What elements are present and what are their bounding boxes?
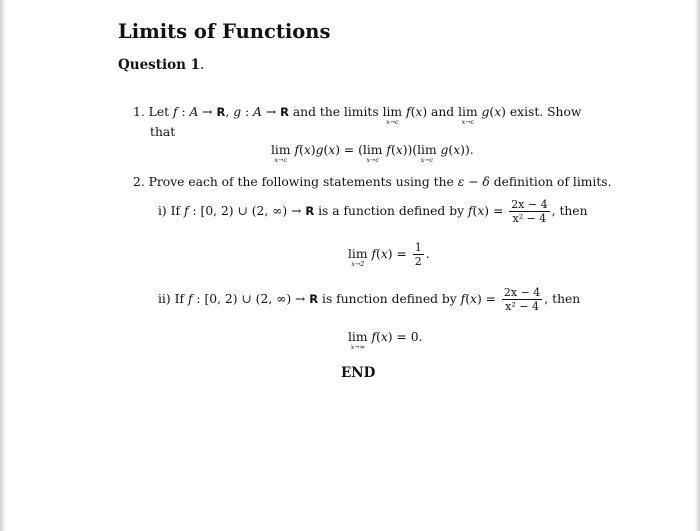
part-ii-line: ii) If f : [0, 2) ∪ (2, ∞) → R is function defined by f(x) = $\frac{2x - 4}{\text{x² − 4}}$ , then <box>158 286 581 313</box>
lim-g-inline: lim x→c <box>458 105 478 127</box>
part-i-limit: lim x→2 f(x) = $\frac{1}{2}$ . <box>348 241 430 269</box>
item-1-word-exist: exist. Show <box>509 105 582 119</box>
part-ii-phrase: is function defined by <box>322 292 457 306</box>
item-2-number: 2. <box>133 175 145 189</box>
part-i-label: i) <box>158 204 167 218</box>
page-edge-left <box>0 0 6 531</box>
part-i-result-fraction: $\frac{1}{2}$ <box>414 241 422 268</box>
part-ii-label: ii) <box>158 292 171 306</box>
question-label-suffix: . <box>200 57 205 73</box>
page-edge-right <box>694 0 700 531</box>
part-ii-fraction: $\frac{2x - 4}{\text{x² − 4}}$ <box>503 286 541 313</box>
part-ii-result: 0 <box>410 330 419 344</box>
item-1-word-let: Let <box>148 105 170 119</box>
part-i-phrase: is a function defined by <box>318 204 465 218</box>
lim-f-inline: lim x→c <box>382 105 403 127</box>
part-ii-limit: lim x→∞ f(x) = 0. <box>348 330 423 352</box>
part-i-fraction: $\frac{2x - 4}{\text{x² − 4}}$ <box>511 198 548 225</box>
item-1-line-1: 1. Let f : A → R, g : A → R and the limits lim x→c f(x) and lim x→c g(x) exist. Show <box>133 105 582 127</box>
item-1-number: 1. <box>133 105 145 119</box>
item-1-word-that: that <box>150 125 176 139</box>
item-1-word-and: and <box>431 105 455 119</box>
question-heading <box>118 57 204 73</box>
end-label: END <box>341 365 376 381</box>
item-2-line: 2. Prove each of the following statements using the ε − δ definition of limits. <box>133 175 612 189</box>
page-title: Limits of Functions <box>118 20 331 43</box>
item-1-phrase: and the limits <box>292 105 379 119</box>
item-1-display-equation: lim x→c f(x)g(x) = ( lim x→c f(x))( lim x→c g(x)). <box>271 143 474 165</box>
question-label: Question 1 <box>118 57 201 73</box>
part-i-line: i) If f : [0, 2) ∪ (2, ∞) → R is a function defined by f(x) = $\frac{2x - 4}{\text{x² − 4}}$ , then <box>158 198 588 225</box>
